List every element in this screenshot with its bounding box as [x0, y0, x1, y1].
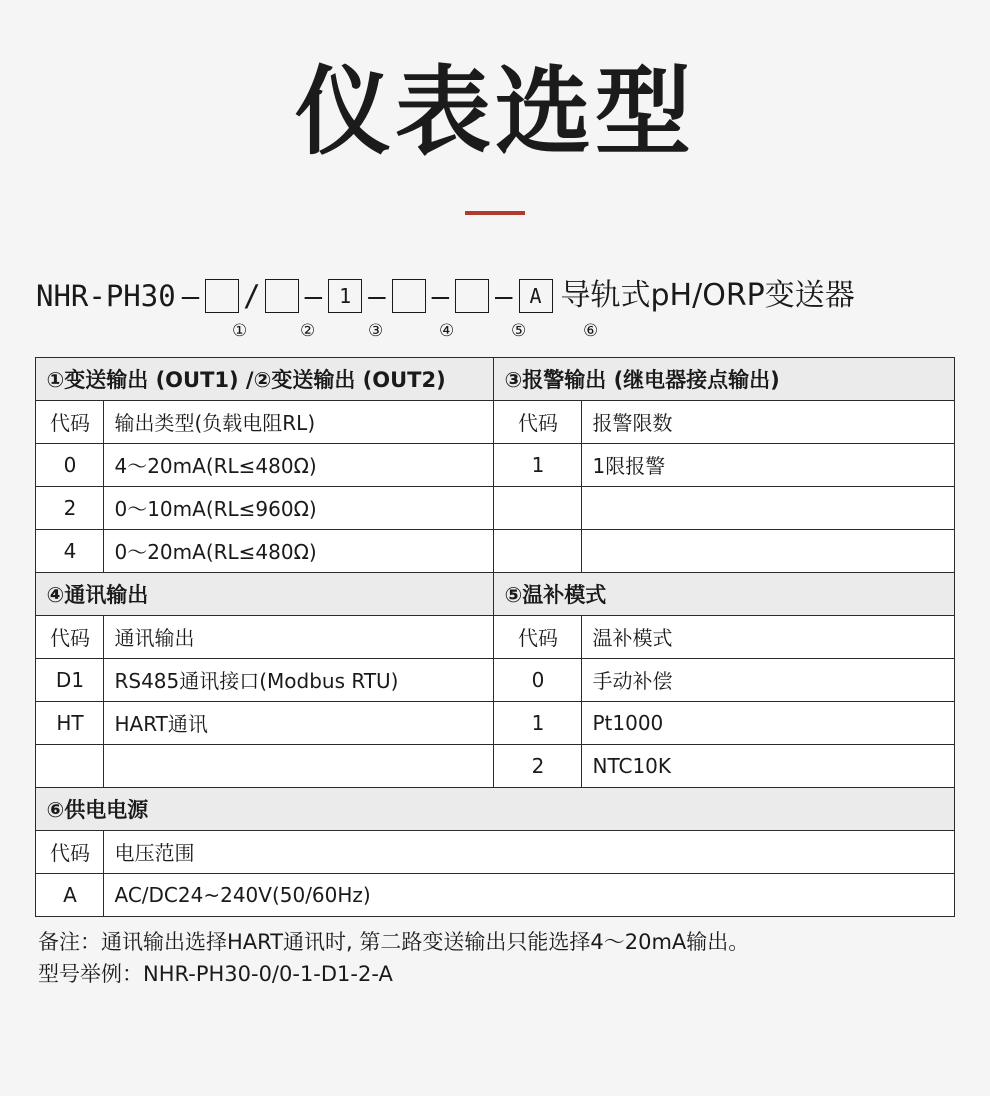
table-row: [36, 357, 954, 400]
out-code-0: 0: [36, 443, 104, 486]
table-row: [36, 486, 954, 529]
temp-code-0: 0: [494, 658, 582, 701]
model-dash-1: —: [181, 278, 200, 313]
section5-header: ⑤温补模式: [494, 572, 954, 615]
alarm-code-blank-1: [494, 486, 582, 529]
col-header-temp-mode: 温补模式: [582, 615, 954, 658]
title-block: [0, 0, 990, 215]
power-desc-0: AC/DC24~240V(50/60Hz): [104, 873, 954, 916]
temp-desc-0: 手动补偿: [582, 658, 954, 701]
notes-block: [38, 927, 990, 990]
model-code-block: [0, 273, 990, 349]
alarm-desc-blank-2: [582, 529, 954, 572]
table-row: [36, 529, 954, 572]
model-dash-4: —: [431, 278, 450, 313]
table-row: [36, 400, 954, 443]
comm-code-0: D1: [36, 658, 104, 701]
comm-code-1: HT: [36, 701, 104, 744]
model-box-5[interactable]: [455, 279, 489, 313]
marker-4: ④: [439, 320, 455, 341]
power-code-0: A: [36, 873, 104, 916]
col-header-code-comm: 代码: [36, 615, 104, 658]
marker-5: ⑤: [511, 320, 527, 341]
col-header-code-temp: 代码: [494, 615, 582, 658]
temp-code-2: 2: [494, 744, 582, 787]
alarm-code-blank-2: [494, 529, 582, 572]
section3-header: ③报警输出 (继电器接点输出): [494, 357, 954, 400]
col-header-code-power: 代码: [36, 830, 104, 873]
table-row: [36, 744, 954, 787]
col-header-comm-out: 通讯输出: [104, 615, 494, 658]
table-row: [36, 658, 954, 701]
section6-header: ⑥供电电源: [36, 787, 954, 830]
page-title: 仪表选型: [295, 56, 695, 168]
alarm-desc-blank-1: [582, 486, 954, 529]
model-box-2[interactable]: [265, 279, 299, 313]
table-row: [36, 701, 954, 744]
table-row: [36, 443, 954, 486]
col-header-code-alarm: 代码: [494, 400, 582, 443]
out-code-2: 4: [36, 529, 104, 572]
model-box-6[interactable]: A: [519, 279, 553, 313]
out-desc-1: 0～10mA(RL≤960Ω): [104, 486, 494, 529]
note-line-1: 备注：通讯输出选择HART通讯时, 第二路变送输出只能选择4～20mA输出。: [38, 929, 750, 954]
section4-header: ④通讯输出: [36, 572, 494, 615]
note-line-2: 型号举例：NHR-PH30-0/0-1-D1-2-A: [38, 962, 393, 987]
col-header-code-out: 代码: [36, 400, 104, 443]
col-header-power-range: 电压范围: [104, 830, 954, 873]
marker-6: ⑥: [583, 320, 599, 341]
title-divider: [465, 211, 525, 215]
table-row: [36, 615, 954, 658]
temp-desc-2: NTC10K: [582, 744, 954, 787]
model-box-3[interactable]: 1: [328, 279, 362, 313]
comm-desc-0: RS485通讯接口(Modbus RTU): [104, 658, 494, 701]
model-prefix: NHR-PH30: [36, 278, 176, 313]
model-dash-3: —: [368, 278, 386, 313]
comm-code-blank: [36, 744, 104, 787]
alarm-code-0: 1: [494, 443, 582, 486]
alarm-desc-0: 1限报警: [582, 443, 954, 486]
model-box-1[interactable]: [205, 279, 239, 313]
model-marker-row: [36, 321, 990, 347]
model-slash: /: [243, 278, 261, 313]
out-desc-0: 4～20mA(RL≤480Ω): [104, 443, 494, 486]
comm-desc-blank: [104, 744, 494, 787]
model-code-line: [36, 273, 990, 319]
marker-3: ③: [368, 320, 384, 341]
model-description: 导轨式pH/ORP变送器: [560, 277, 855, 313]
selection-table: [35, 357, 954, 917]
section1-header: ①变送输出 (OUT1) /②变送输出 (OUT2): [36, 357, 494, 400]
model-dash-2: —: [304, 278, 323, 313]
model-box-4[interactable]: [392, 279, 426, 313]
temp-desc-1: Pt1000: [582, 701, 954, 744]
marker-2: ②: [300, 320, 316, 341]
comm-desc-1: HART通讯: [104, 701, 494, 744]
col-header-alarm-limit: 报警限数: [582, 400, 954, 443]
col-header-out-type: 输出类型(负载电阻RL): [104, 400, 494, 443]
out-desc-2: 0～20mA(RL≤480Ω): [104, 529, 494, 572]
out-code-1: 2: [36, 486, 104, 529]
table-row: [36, 830, 954, 873]
marker-1: ①: [232, 320, 248, 341]
model-dash-5: —: [495, 278, 513, 313]
table-row: [36, 787, 954, 830]
temp-code-1: 1: [494, 701, 582, 744]
table-row: [36, 873, 954, 916]
table-row: [36, 572, 954, 615]
